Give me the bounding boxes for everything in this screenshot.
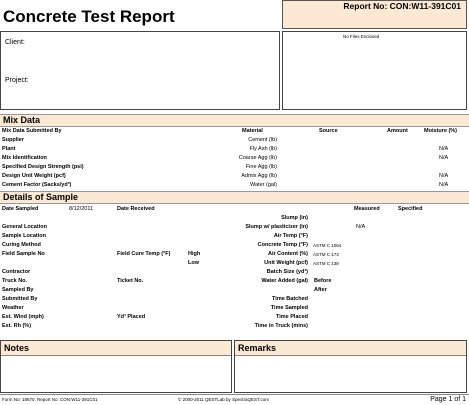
material-cement: Cement (lb)	[248, 137, 277, 143]
footer-rule	[0, 394, 469, 395]
mix-data-header: Mix Data	[0, 114, 469, 127]
report-number: Report No: CON:W11-391C01	[343, 1, 461, 11]
footer-copyright: © 2000-2011 QESTLab by SpectraQEST.com	[178, 397, 270, 402]
slump-plasticizer-label: Slump w/ plasticizer (in)	[245, 224, 308, 230]
col-amount: Amount	[387, 128, 408, 134]
est-rh-label: Est. Rh (%)	[2, 323, 32, 329]
slump-plasticizer-value: N/A	[356, 224, 366, 230]
before-label: Before	[314, 278, 332, 284]
mix-id-label: Mix Identification	[2, 155, 47, 161]
astm-ref-c173: ASTM C 173	[313, 252, 339, 257]
col-specified: Specified	[398, 206, 423, 212]
astm-ref-c138: ASTM C 138	[313, 261, 339, 266]
est-wind-label: Est. Wind (mph)	[2, 314, 44, 320]
remarks-box	[234, 340, 467, 393]
col-source: Source	[319, 128, 338, 134]
material-fine-agg: Fine Agg (lb)	[245, 164, 277, 170]
design-strength-label: Specified Design Strength (psi)	[2, 164, 84, 170]
enclosures-note: No Files Enclosed	[343, 34, 380, 39]
details-header: Details of Sample	[0, 191, 469, 204]
field-sample-no-label: Field Sample No	[2, 251, 45, 257]
moisture-fly-ash: N/A	[439, 146, 449, 152]
general-location-label: General Location	[2, 224, 47, 230]
report-number-box	[282, 0, 467, 29]
ticket-no-label: Ticket No.	[117, 278, 144, 284]
material-fly-ash: Fly Ash (lb)	[249, 146, 277, 152]
truck-no-label: Truck No.	[2, 278, 28, 284]
time-in-truck-label: Time in Truck (mins)	[254, 323, 308, 329]
cement-factor-label: Cement Factor (Sacks/yd³)	[2, 182, 72, 188]
time-sampled-label: Time Sampled	[270, 305, 308, 311]
supplier-label: Supplier	[2, 137, 25, 143]
notes-title: Notes	[1, 341, 231, 356]
plant-label: Plant	[2, 146, 16, 152]
water-added-label: Water Added (gal)	[261, 278, 308, 284]
unit-weight-label: Design Unit Weight (pcf)	[2, 173, 66, 179]
notes-box	[0, 340, 232, 393]
concrete-temp-label: Concrete Temp (°F)	[257, 242, 308, 248]
footer-page: Page 1 of 1	[430, 396, 466, 403]
col-material: Material	[242, 128, 263, 134]
mix-submitted-label: Mix Data Submitted By	[2, 128, 62, 134]
air-content-label: Air Content (%)	[267, 251, 308, 257]
moisture-water: N/A	[439, 182, 449, 188]
footer-form-no: Form No: 18670, Report No: CON:W11-391C01	[2, 397, 98, 402]
contractor-label: Contractor	[2, 269, 31, 275]
weather-label: Weather	[2, 305, 24, 311]
material-admix-agg: Admix Agg (lb)	[241, 173, 277, 179]
astm-ref-c1064: ASTM C 1064	[313, 243, 342, 248]
col-measured: Measured	[354, 206, 380, 212]
remarks-title: Remarks	[235, 341, 466, 356]
time-batched-label: Time Batched	[272, 296, 308, 302]
date-sampled-value: 8/12/2011	[69, 206, 94, 212]
air-temp-label: Air Temp (°F)	[273, 233, 308, 239]
high-label: High	[188, 251, 201, 257]
batch-size-label: Batch Size (yd³)	[266, 269, 308, 275]
field-cure-temp-label: Field Cure Temp (°F)	[117, 251, 171, 257]
slump-label: Slump (in)	[281, 215, 308, 221]
client-box	[0, 31, 280, 110]
sample-location-label: Sample Location	[2, 233, 47, 239]
unit-weight-pcf-label: Unit Weight (pcf)	[264, 260, 308, 266]
project-label: Project:	[5, 77, 29, 84]
sampled-by-label: Sampled By	[2, 287, 34, 293]
material-coarse-agg: Coarse Agg (lb)	[238, 155, 277, 161]
yd-placed-label: Yd³ Placed	[117, 314, 146, 320]
submitted-by-label: Submitted By	[2, 296, 38, 302]
material-water: Water (gal)	[250, 182, 277, 188]
date-received-label: Date Received	[117, 206, 155, 212]
enclosures-box	[282, 31, 467, 110]
low-label: Low	[188, 260, 199, 266]
date-sampled-label: Date Sampled	[2, 206, 39, 212]
report-title: Concrete Test Report	[3, 7, 175, 26]
time-placed-label: Time Placed	[276, 314, 308, 320]
moisture-admix-agg: N/A	[439, 173, 449, 179]
after-label: After	[314, 287, 327, 293]
moisture-coarse-agg: N/A	[439, 155, 449, 161]
col-moisture: Moisture (%)	[424, 128, 457, 134]
client-label: Client:	[5, 39, 25, 46]
curing-method-label: Curing Method	[2, 242, 41, 248]
